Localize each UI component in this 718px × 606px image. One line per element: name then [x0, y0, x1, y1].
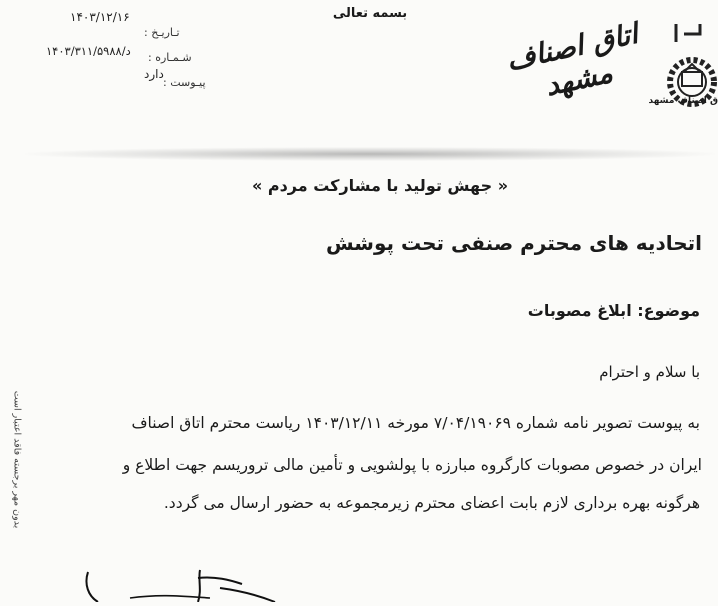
- body-line-1: به پیوست تصویر نامه شماره ۷/۰۴/۱۹۰۶۹ مورخه ۱۴۰۳/۱۲/۱۱ ریاست محترم اتاق اصناف: [131, 414, 700, 432]
- subject: موضوع: ابلاغ مصوبات: [527, 301, 700, 320]
- letter-meta: [40, 10, 210, 90]
- side-note-vertical: بدون مهر برجسته فاقد اعتبار است: [11, 390, 23, 529]
- recipient: اتحادیه های محترم صنفی تحت پوشش: [326, 231, 702, 255]
- date-value: ۱۴۰۳/۱۲/۱۶: [70, 10, 130, 24]
- number-label: شـمـاره :: [148, 51, 192, 64]
- guild-chamber-logo: [648, 22, 718, 122]
- slogan: « جهش تولید با مشارکت مردم »: [251, 176, 509, 195]
- number-value: ۱۴۰۳/۳۱۱/د/۵۹۸۸: [46, 44, 131, 58]
- attachment-value: دارد: [144, 67, 164, 81]
- date-label: تـاریـخ :: [144, 26, 180, 39]
- attachment-label: پیـوست :: [163, 76, 206, 89]
- body-line-2: ایران در خصوص مصوبات کارگروه مبارزه با پولشویی و تأمین مالی تروریسم جهت اطلاع و: [122, 456, 702, 474]
- signature: [70, 560, 300, 602]
- header-divider: [25, 147, 715, 161]
- logo-caption: ق اصناف مشهد: [648, 96, 718, 106]
- body-line-3: هرگونه بهره برداری لازم بابت اعضای محترم زیرمجموعه به حضور ارسال می گردد.: [163, 494, 700, 512]
- org-name-calligraphy: اتاق اصناف مشهد: [503, 16, 641, 103]
- greeting: با سلام و احترام: [599, 363, 700, 381]
- basmala: بسمه تعالی: [332, 6, 408, 21]
